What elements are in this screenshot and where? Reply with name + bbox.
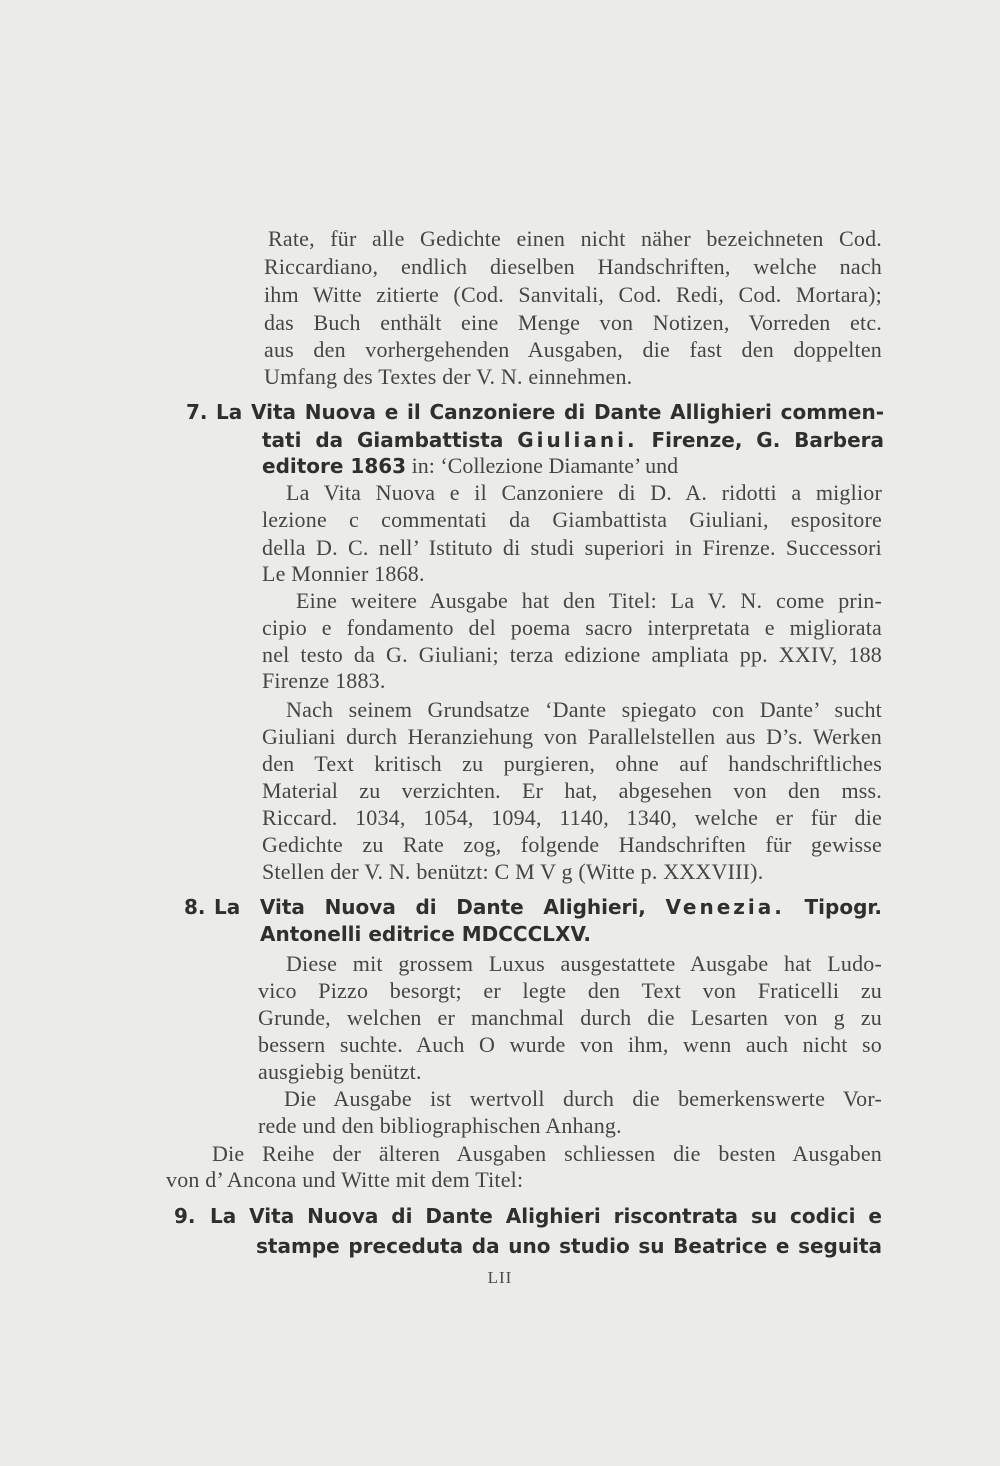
text-line: Die Ausgabe ist wertvoll durch die bemerkenswerte Vor- <box>284 1086 882 1111</box>
text-line: Riccard. 1034, 1054, 1094, 1140, 1340, welche er für die <box>262 805 882 830</box>
author-name: Giuliani. <box>517 428 638 452</box>
text-line: vico Pizzo besorgt; er legte den Text von Fraticelli zu <box>258 978 882 1003</box>
text-line: Umfang des Textes der V. N. einnehmen. <box>264 364 633 389</box>
entry-heading: La Vita Nuova di Dante Alighieri riscontrata su codici e <box>210 1204 882 1228</box>
entry-heading: stampe preceduta da uno studio su Beatrice e seguita <box>256 1234 882 1258</box>
text-line: lezione c commentati da Giambattista Giuliani, espositore <box>262 507 882 532</box>
text-line: den Text kritisch zu purgieren, ohne auf handschriftliches <box>262 751 882 776</box>
entry-number: 9. <box>174 1204 196 1228</box>
page-number: LII <box>487 1268 513 1287</box>
entry-heading: La Vita Nuova e il Canzoniere di Dante Allighieri commen- <box>216 400 884 424</box>
text-line: Gedichte zu Rate zog, folgende Handschriften für gewisse <box>262 832 882 857</box>
text-line: Grunde, welchen er manchmal durch die Lesarten von g zu <box>258 1005 882 1030</box>
text-line: Eine weitere Ausgabe hat den Titel: La V. N. come prin- <box>296 588 882 613</box>
text-line: La Vita Nuova e il Canzoniere di D. A. ridotti a miglior <box>286 480 882 505</box>
text-line: Rate, für alle Gedichte einen nicht näher bezeichneten Cod. <box>268 226 882 251</box>
text-line: ausgiebig benützt. <box>258 1059 422 1084</box>
entry-heading: Antonelli editrice MDCCCLXV. <box>260 922 591 946</box>
entry-number: 7. <box>186 400 208 424</box>
text-line: rede und den bibliographischen Anhang. <box>258 1113 622 1138</box>
text-line: ihm Witte zitierte (Cod. Sanvitali, Cod. Redi, Cod. Mortara); <box>264 282 882 307</box>
text-line: Stellen der V. N. benützt: C M V g (Witte p. XXXVIII). <box>262 859 764 884</box>
text-line: Riccardiano, endlich dieselben Handschriften, welche nach <box>264 254 882 279</box>
text-line: Diese mit grossem Luxus ausgestattete Ausgabe hat Ludo- <box>286 951 882 976</box>
text-line: Material zu verzichten. Er hat, abgesehen von den mss. <box>262 778 882 803</box>
text-line: von d’ Ancona und Witte mit dem Titel: <box>166 1167 524 1192</box>
text-line: Firenze 1883. <box>262 668 386 693</box>
place-name: Venezia. <box>665 895 785 919</box>
text-line: bessern suchte. Auch O wurde von ihm, wenn auch nicht so <box>258 1032 882 1057</box>
text-line: Nach seinem Grundsatze ‘Dante spiegato con Dante’ sucht <box>286 697 882 722</box>
text-line: Giuliani durch Heranziehung von Parallelstellen aus D’s. Werken <box>262 724 882 749</box>
entry-heading: tati da Giambattista Giuliani. Firenze, G. Barbera <box>262 428 884 452</box>
text-line: Le Monnier 1868. <box>262 561 425 586</box>
text-line: nel testo da G. Giuliani; terza edizione ampliata pp. XXIV, 188 <box>262 642 882 667</box>
text-line: das Buch enthält eine Menge von Notizen, Vorreden etc. <box>264 310 882 335</box>
entry-number: 8. <box>184 895 206 919</box>
text-line: Die Reihe der älteren Ausgaben schliessen die besten Ausgaben <box>212 1141 882 1166</box>
entry-heading: editore 1863 in: ‘Collezione Diamante’ und <box>262 453 679 478</box>
text-line: cipio e fondamento del poema sacro interpretata e migliorata <box>262 615 882 640</box>
text-line: aus den vorhergehenden Ausgaben, die fast den doppelten <box>264 337 882 362</box>
entry-heading: La Vita Nuova di Dante Alighieri, Venezia. Tipogr. <box>214 895 883 919</box>
text-line: della D. C. nell’ Istituto di studi superiori in Firenze. Successori <box>262 535 882 560</box>
